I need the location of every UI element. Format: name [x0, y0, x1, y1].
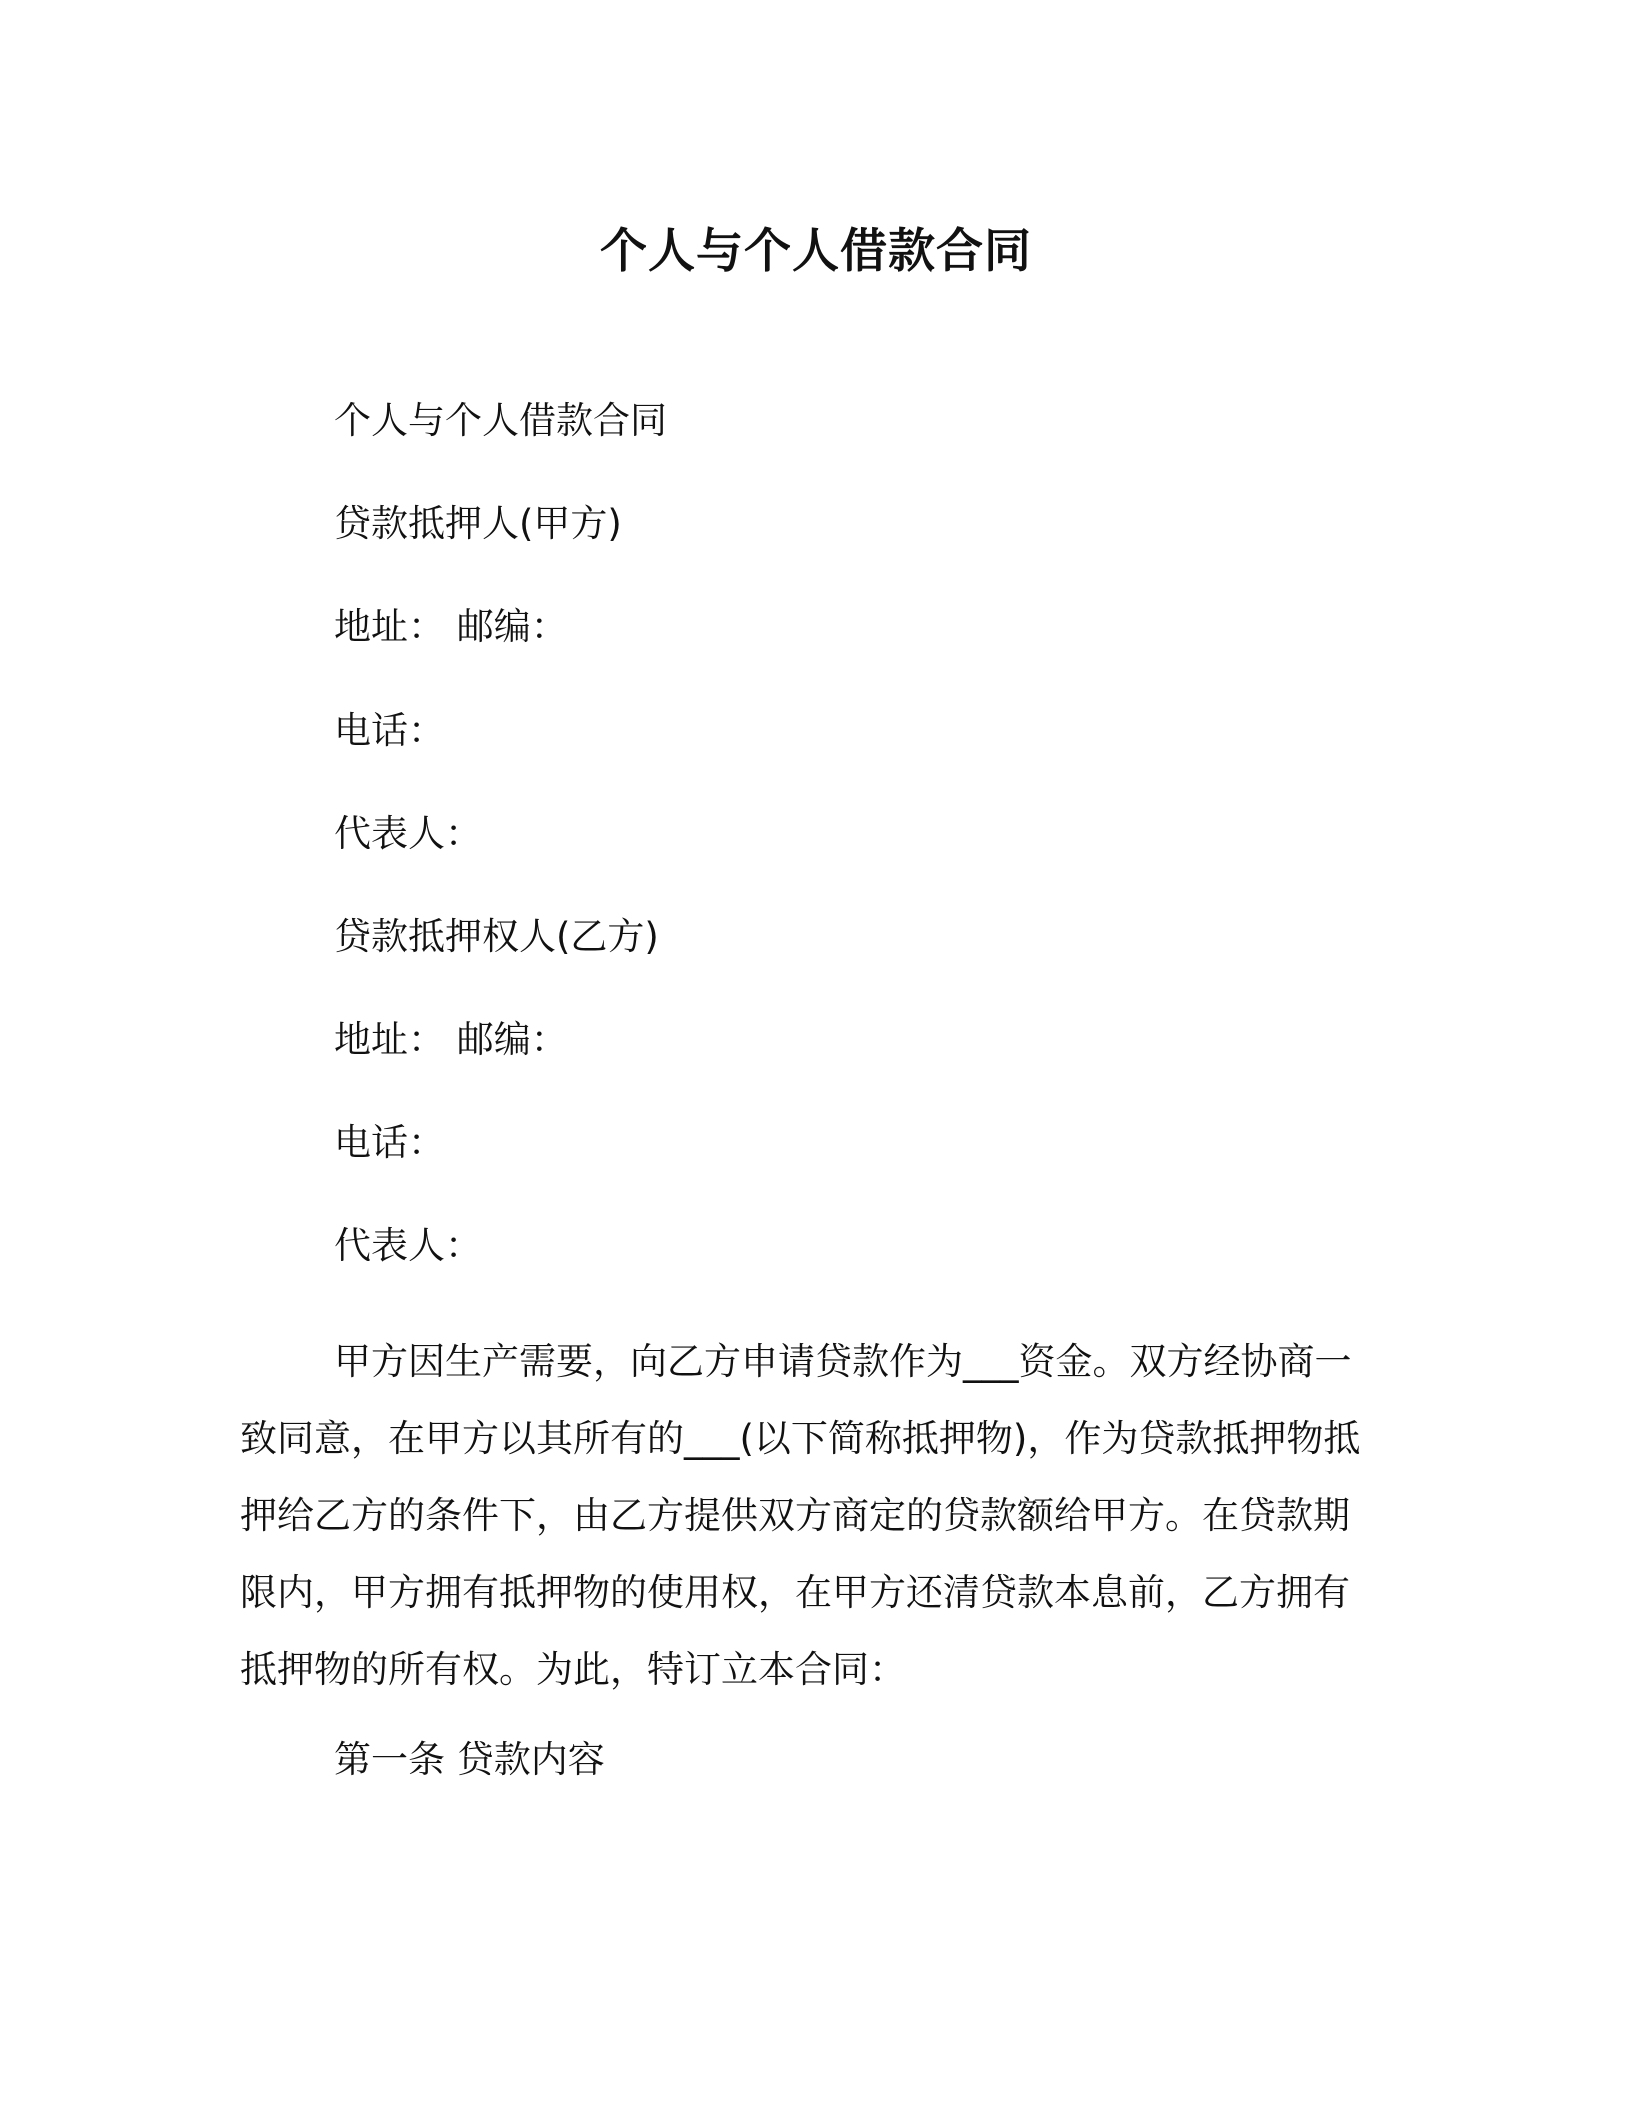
party-a-phone-line: 电话： — [334, 709, 445, 752]
contract-name-line: 个人与个人借款合同 — [334, 399, 667, 442]
party-b-phone-line: 电话： — [334, 1121, 445, 1164]
document-title: 个人与个人借款合同 — [600, 224, 1032, 279]
party-b-address-line: 地址： 邮编： — [334, 1018, 568, 1061]
party-a-address-line: 地址： 邮编： — [334, 605, 568, 648]
party-a-heading: 贷款抵押人(甲方) — [334, 502, 622, 545]
section-heading: 第一条 贷款内容 — [334, 1738, 605, 1781]
party-b-representative-line: 代表人： — [334, 1224, 482, 1267]
preamble-paragraph: 甲方因生产需要，向乙方申请贷款作为___资金。双方经协商一致同意，在甲方以其所有的___(以下简称抵押物)，作为贷款抵押物抵押给乙方的条件下，由乙方提供双方商定的贷款额给甲方。在贷款期限内，甲方拥有抵押物的使用权，在甲方还清贷款本息前，乙方拥有抵押物的所有权。为此，特订立本合同： — [240, 1340, 1361, 1691]
party-a-representative-line: 代表人： — [334, 812, 482, 855]
party-b-heading: 贷款抵押权人(乙方) — [334, 915, 659, 958]
